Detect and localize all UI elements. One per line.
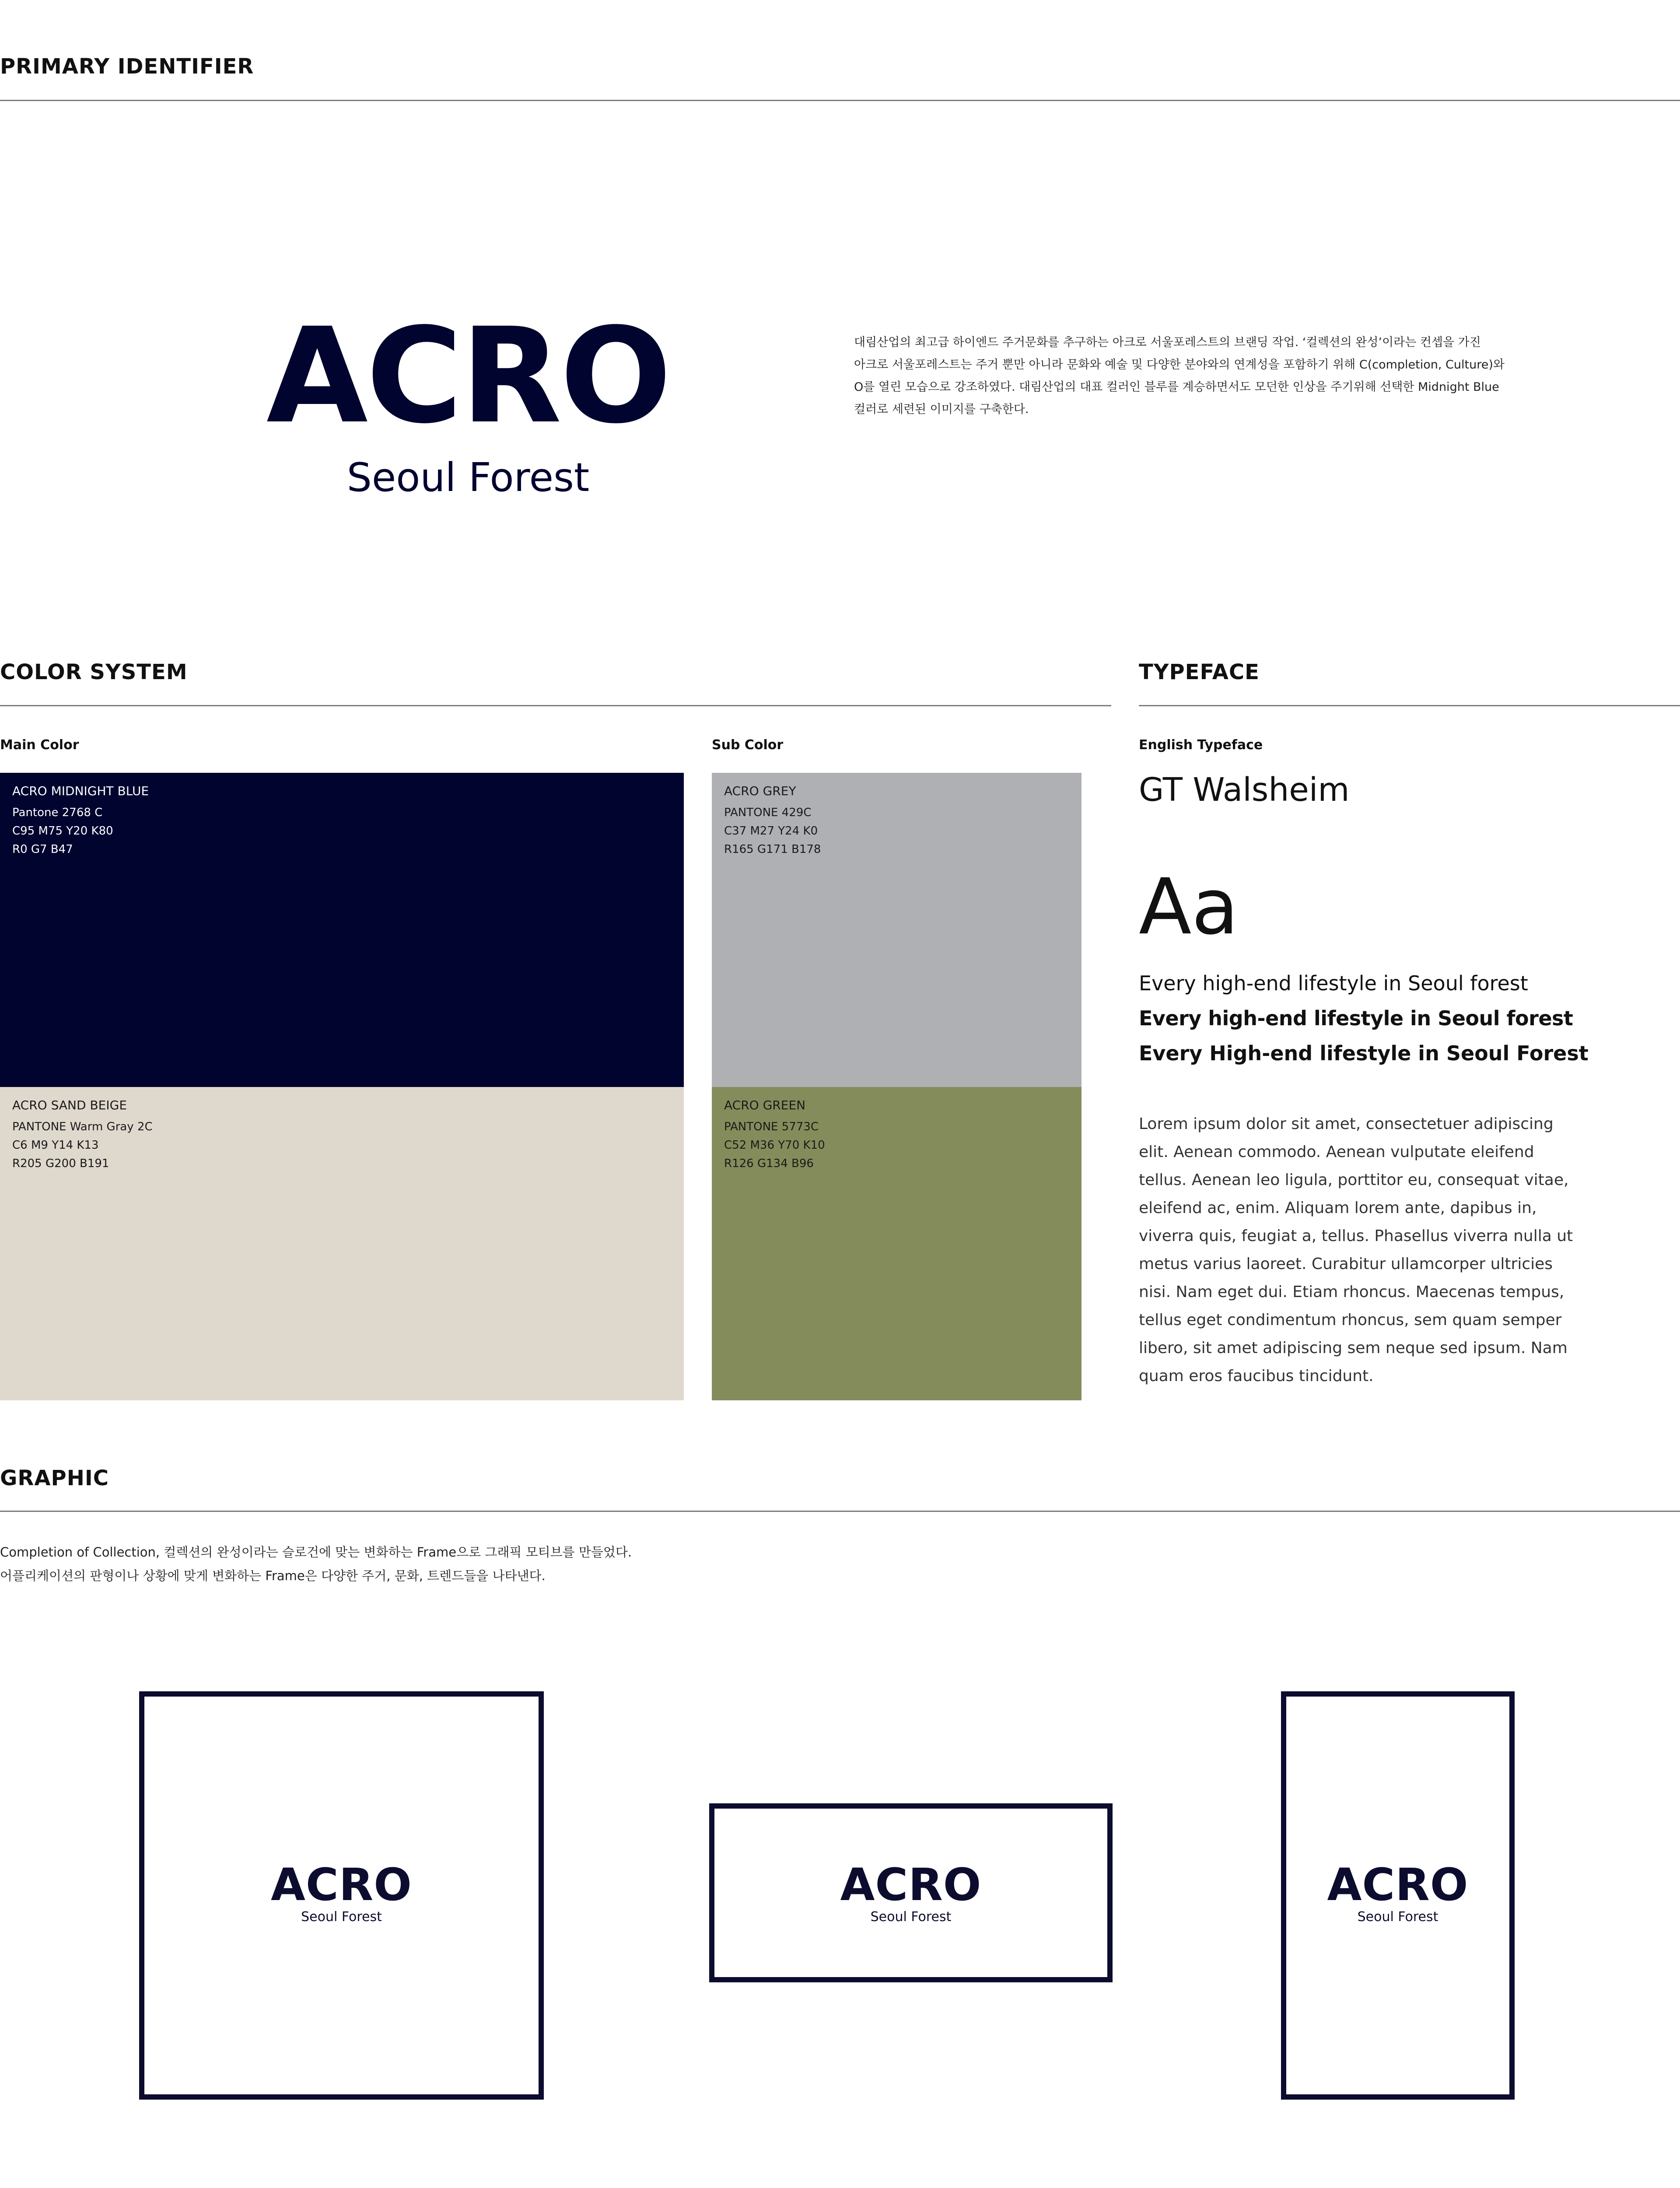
body-line: eleifend ac, enim. Aliquam lorem ante, dapibus in, bbox=[1139, 1199, 1537, 1217]
frame-portrait bbox=[1281, 1691, 1515, 2100]
swatch-value: R126 G134 B96 bbox=[724, 1157, 814, 1170]
swatch-name: ACRO SAND BEIGE bbox=[12, 1098, 127, 1112]
swatch-name: ACRO GREY bbox=[724, 784, 796, 798]
body-line: tellus eget condimentum rhoncus, sem quam semper bbox=[1139, 1311, 1562, 1329]
primary-logo bbox=[245, 300, 691, 504]
identifier-description bbox=[854, 331, 1505, 421]
swatch-sand-beige bbox=[0, 1087, 684, 1400]
frame-wordmark: ACRO bbox=[1327, 1859, 1469, 1911]
section-title-typeface: TYPEFACE bbox=[1139, 660, 1260, 684]
body-line: viverra quis, feugiat a, tellus. Phasellus viverra nulla ut bbox=[1139, 1227, 1573, 1245]
swatch-value: C37 M27 Y24 K0 bbox=[724, 824, 818, 838]
body-line: quam eros faucibus tincidunt. bbox=[1139, 1367, 1374, 1385]
swatch-value: C95 M75 Y20 K80 bbox=[12, 824, 113, 838]
swatch-value: PANTONE 429C bbox=[724, 806, 812, 819]
swatch-green bbox=[712, 1087, 1082, 1400]
description-line: 컬러로 세련된 이미지를 구축한다. bbox=[854, 403, 1029, 416]
english-typeface-label: English Typeface bbox=[1139, 737, 1263, 753]
swatch-value: R205 G200 B191 bbox=[12, 1157, 109, 1170]
swatch-value: R165 G171 B178 bbox=[724, 843, 821, 856]
body-line: metus varius laoreet. Curabitur ullamcorper ultricies bbox=[1139, 1255, 1553, 1273]
sample-line-regular: Every high-end lifestyle in Seoul forest bbox=[1139, 971, 1528, 995]
logo-subtitle: Seoul Forest bbox=[346, 455, 590, 501]
divider-primary-identifier bbox=[0, 100, 1680, 101]
sample-line-black: Every High-end lifestyle in Seoul Forest bbox=[1139, 1041, 1589, 1065]
typeface-name: GT Walsheim bbox=[1139, 771, 1350, 809]
swatch-value: PANTONE Warm Gray 2C bbox=[12, 1120, 153, 1133]
frame-subtitle: Seoul Forest bbox=[870, 1909, 952, 1925]
body-line: elit. Aenean commodo. Aenean vulputate eleifend bbox=[1139, 1143, 1534, 1161]
typeface-sample-aa: Aa bbox=[1139, 862, 1239, 952]
description-line: 아크로 서울포레스트는 주거 뿐만 아니라 문화와 예술 및 다양한 분야와의 연계성을 포함하기 위해 C(completion, Culture)와 bbox=[854, 358, 1505, 372]
frame-landscape bbox=[709, 1803, 1113, 1982]
typeface-body-sample bbox=[1139, 1110, 1581, 1390]
swatch-value: C52 M36 Y70 K10 bbox=[724, 1139, 825, 1152]
frame-subtitle: Seoul Forest bbox=[301, 1909, 382, 1925]
section-title-primary-identifier: PRIMARY IDENTIFIER bbox=[0, 54, 254, 79]
section-title-graphic: GRAPHIC bbox=[0, 1466, 109, 1490]
sub-color-label: Sub Color bbox=[712, 737, 784, 753]
frame-wordmark: ACRO bbox=[270, 1859, 413, 1911]
swatch-value: PANTONE 5773C bbox=[724, 1120, 819, 1133]
swatch-value: Pantone 2768 C bbox=[12, 806, 103, 819]
graphic-description bbox=[0, 1540, 632, 1588]
main-color-label: Main Color bbox=[0, 737, 79, 753]
frame-wordmark: ACRO bbox=[840, 1859, 982, 1911]
sample-line-bold: Every high-end lifestyle in Seoul forest bbox=[1139, 1006, 1573, 1030]
body-line: tellus. Aenean leo ligula, porttitor eu, consequat vitae, bbox=[1139, 1171, 1569, 1189]
swatch-midnight-blue bbox=[0, 773, 684, 1087]
section-title-color-system: COLOR SYSTEM bbox=[0, 660, 188, 684]
swatch-value: R0 G7 B47 bbox=[12, 843, 73, 856]
swatch-name: ACRO MIDNIGHT BLUE bbox=[12, 784, 149, 798]
body-line: nisi. Nam eget dui. Etiam rhoncus. Maecenas tempus, bbox=[1139, 1283, 1564, 1301]
frame-square bbox=[139, 1691, 544, 2100]
logo-wordmark: ACRO bbox=[266, 300, 670, 452]
divider-typeface bbox=[1139, 705, 1680, 706]
description-line: 어플리케이션의 판형이나 상황에 맞게 변화하는 Frame은 다양한 주거, 문화, 트렌드들을 나타낸다. bbox=[0, 1568, 546, 1583]
divider-color-system bbox=[0, 705, 1111, 706]
description-line: Completion of Collection, 컬렉션의 완성이라는 슬로건에 맞는 변화하는 Frame으로 그래픽 모티브를 만들었다. bbox=[0, 1545, 632, 1560]
body-line: libero, sit amet adipiscing sem neque sed ipsum. Nam bbox=[1139, 1339, 1568, 1357]
swatch-value: C6 M9 Y14 K13 bbox=[12, 1139, 99, 1152]
divider-graphic bbox=[0, 1511, 1680, 1512]
body-line: Lorem ipsum dolor sit amet, consectetuer adipiscing bbox=[1139, 1115, 1554, 1133]
description-line: O를 열린 모습으로 강조하였다. 대림산업의 대표 컬러인 블루를 계승하면서도 모던한 인상을 주기위해 선택한 Midnight Blue bbox=[854, 380, 1499, 394]
frame-subtitle: Seoul Forest bbox=[1357, 1909, 1438, 1925]
description-line: 대림산업의 최고급 하이엔드 주거문화를 추구하는 아크로 서울포레스트의 브랜딩 작업. ‘컬렉션의 완성’이라는 컨셉을 가진 bbox=[854, 336, 1481, 349]
swatch-name: ACRO GREEN bbox=[724, 1098, 806, 1112]
swatch-grey bbox=[712, 773, 1082, 1087]
